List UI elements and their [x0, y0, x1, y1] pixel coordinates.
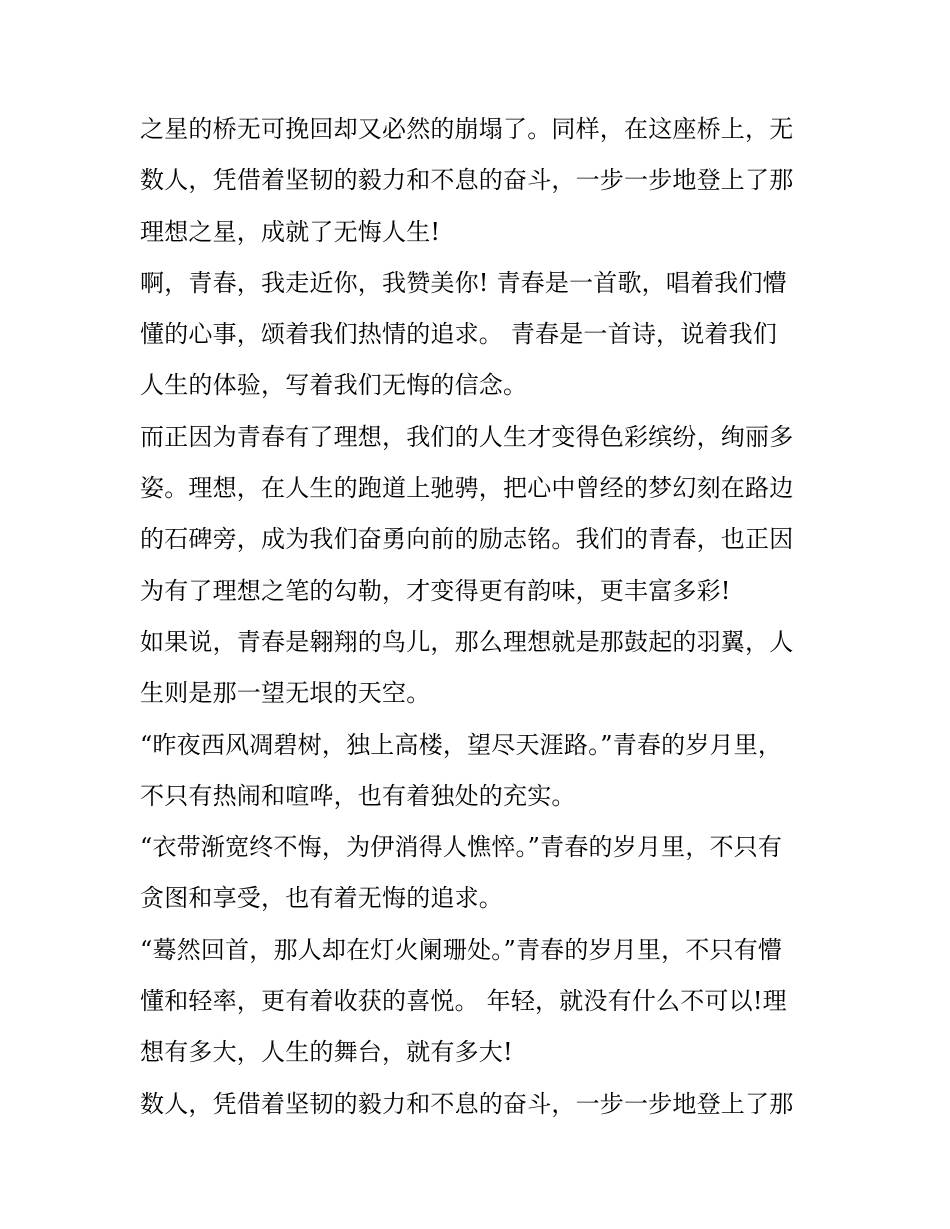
document-body — [140, 104, 820, 1130]
text-line-5: 懂的心事，颂着我们热情的追求。 青春是一首诗，说着我们 — [140, 320, 778, 349]
text-line-16: 贪图和享受，也有着无悔的追求。 — [140, 884, 503, 913]
text-line-7: 而正因为青春有了理想，我们的人生才变得色彩缤纷，绚丽多 — [140, 422, 794, 451]
text-line-6: 人生的体验，写着我们无悔的信念。 — [140, 371, 528, 400]
text-line-13: “昨夜西风凋碧树，独上高楼，望尽天涯路。”青春的岁月里， — [140, 730, 783, 759]
text-line-12: 生则是那一望无垠的天空。 — [140, 679, 431, 708]
text-line-20: 数人，凭借着坚韧的毅力和不息的奋斗，一步一步地登上了那 — [140, 1089, 794, 1118]
text-line-4: 啊，青春，我走近你，我赞美你! 青春是一首歌，唱着我们懵 — [140, 268, 787, 297]
text-line-10: 为有了理想之笔的勾勒，才变得更有韵味，更丰富多彩! — [140, 576, 731, 605]
text-line-15: “衣带渐宽终不悔，为伊消得人憔悴。”青春的岁月里，不只有 — [140, 833, 783, 862]
text-line-9: 的石碑旁，成为我们奋勇向前的励志铭。我们的青春，也正因 — [140, 525, 794, 554]
text-line-17: “蓦然回首，那人却在灯火阑珊处。”青春的岁月里，不只有懵 — [140, 935, 783, 964]
text-line-3: 理想之星，成就了无悔人生! — [140, 217, 441, 246]
text-line-19: 想有多大，人生的舞台，就有多大! — [140, 1038, 513, 1067]
text-line-2: 数人，凭借着坚韧的毅力和不息的奋斗，一步一步地登上了那 — [140, 166, 794, 195]
text-line-18: 懂和轻率，更有着收获的喜悦。 年轻，就没有什么不可以!理 — [140, 987, 787, 1016]
text-line-8: 姿。理想，在人生的跑道上驰骋，把心中曾经的梦幻刻在路边 — [140, 474, 794, 503]
text-line-11: 如果说，青春是翱翔的鸟儿，那么理想就是那鼓起的羽翼，人 — [140, 627, 794, 656]
text-line-14: 不只有热闹和喧哗，也有着独处的充实。 — [140, 781, 576, 810]
text-line-1: 之星的桥无可挽回却又必然的崩塌了。同样，在这座桥上，无 — [140, 115, 794, 143]
